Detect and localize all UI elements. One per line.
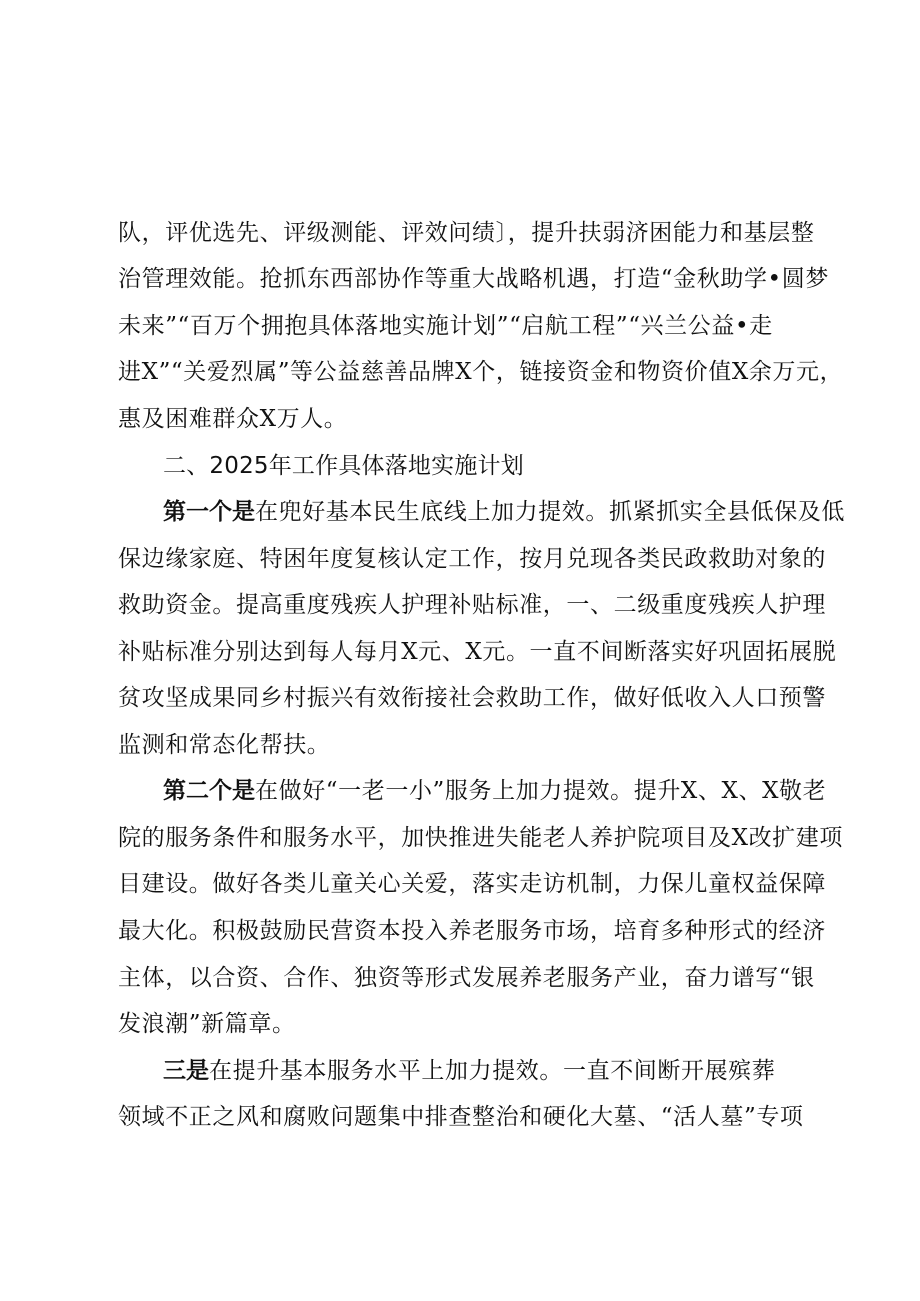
body-text-line: 目建设。做好各类儿童关心关爱，落实走访机制，力保儿童权益保障 — [118, 871, 826, 897]
paragraph-first-line — [163, 776, 826, 806]
paragraph-text: 在兜好基本民生底线上加力提效。抓紧抓实全县低保及低 — [255, 499, 845, 525]
body-text-line: 进X”“关爱烈属”等公益慈善品牌X个，链接资金和物资价值X余万元， — [118, 359, 844, 385]
paragraph-lead: 三是 — [163, 1058, 209, 1084]
body-text-line: 治管理效能。抢抓东西部协作等重大战略机遇，打造“金秋助学•圆梦 — [118, 266, 829, 292]
body-text-line: 最大化。积极鼓励民营资本投入养老服务市场，培育多种形式的经济 — [118, 918, 826, 944]
body-text-line: 保边缘家庭、特困年度复核认定工作，按月兑现各类民政救助对象的 — [118, 546, 826, 572]
paragraph-lead: 第一个是 — [163, 499, 255, 525]
body-text-line: 发浪潮”新篇章。 — [118, 1011, 296, 1037]
body-text-line: 队，评优选先、评级测能、评效问绩〕，提升扶弱济困能力和基层整 — [118, 220, 815, 246]
body-text-line: 惠及困难群众X万人。 — [118, 406, 348, 432]
paragraph-first-line — [163, 497, 845, 527]
body-text-line: 监测和常态化帮扶。 — [118, 732, 331, 758]
body-text-line: 领域不正之风和腐败问题集中排查整治和硬化大墓、“活人墓”专项 — [118, 1104, 804, 1130]
paragraph-text: 在提升基本服务水平上加力提效。一直不间断开展殡葬 — [209, 1058, 776, 1084]
paragraph-lead: 第二个是 — [163, 778, 255, 804]
paragraph-first-line — [163, 1056, 775, 1086]
body-text-line: 贫攻坚成果同乡村振兴有效衔接社会救助工作，做好低收入人口预警 — [118, 685, 826, 711]
body-text-line: 院的服务条件和服务水平，加快推进失能老人养护院项目及X改扩建项 — [118, 825, 843, 851]
paragraph-text: 在做好“一老一小”服务上加力提效。提升X、X、X敬老 — [255, 778, 827, 804]
body-text-line: 补贴标准分别达到每人每月X元、X元。一直不间断落实好巩固拓展脱 — [118, 639, 837, 665]
body-text-line: 未来”“百万个拥抱具体落地实施计划”“启航工程”“兴兰公益•走 — [118, 313, 773, 339]
body-text-line: 救助资金。提高重度残疾人护理补贴标准，一、二级重度残疾人护理 — [118, 592, 826, 618]
body-text-line: 主体，以合资、合作、独资等形式发展养老服务产业，奋力谱写“银 — [118, 965, 815, 991]
section-heading: 二、2025年工作具体落地实施计划 — [163, 453, 524, 479]
